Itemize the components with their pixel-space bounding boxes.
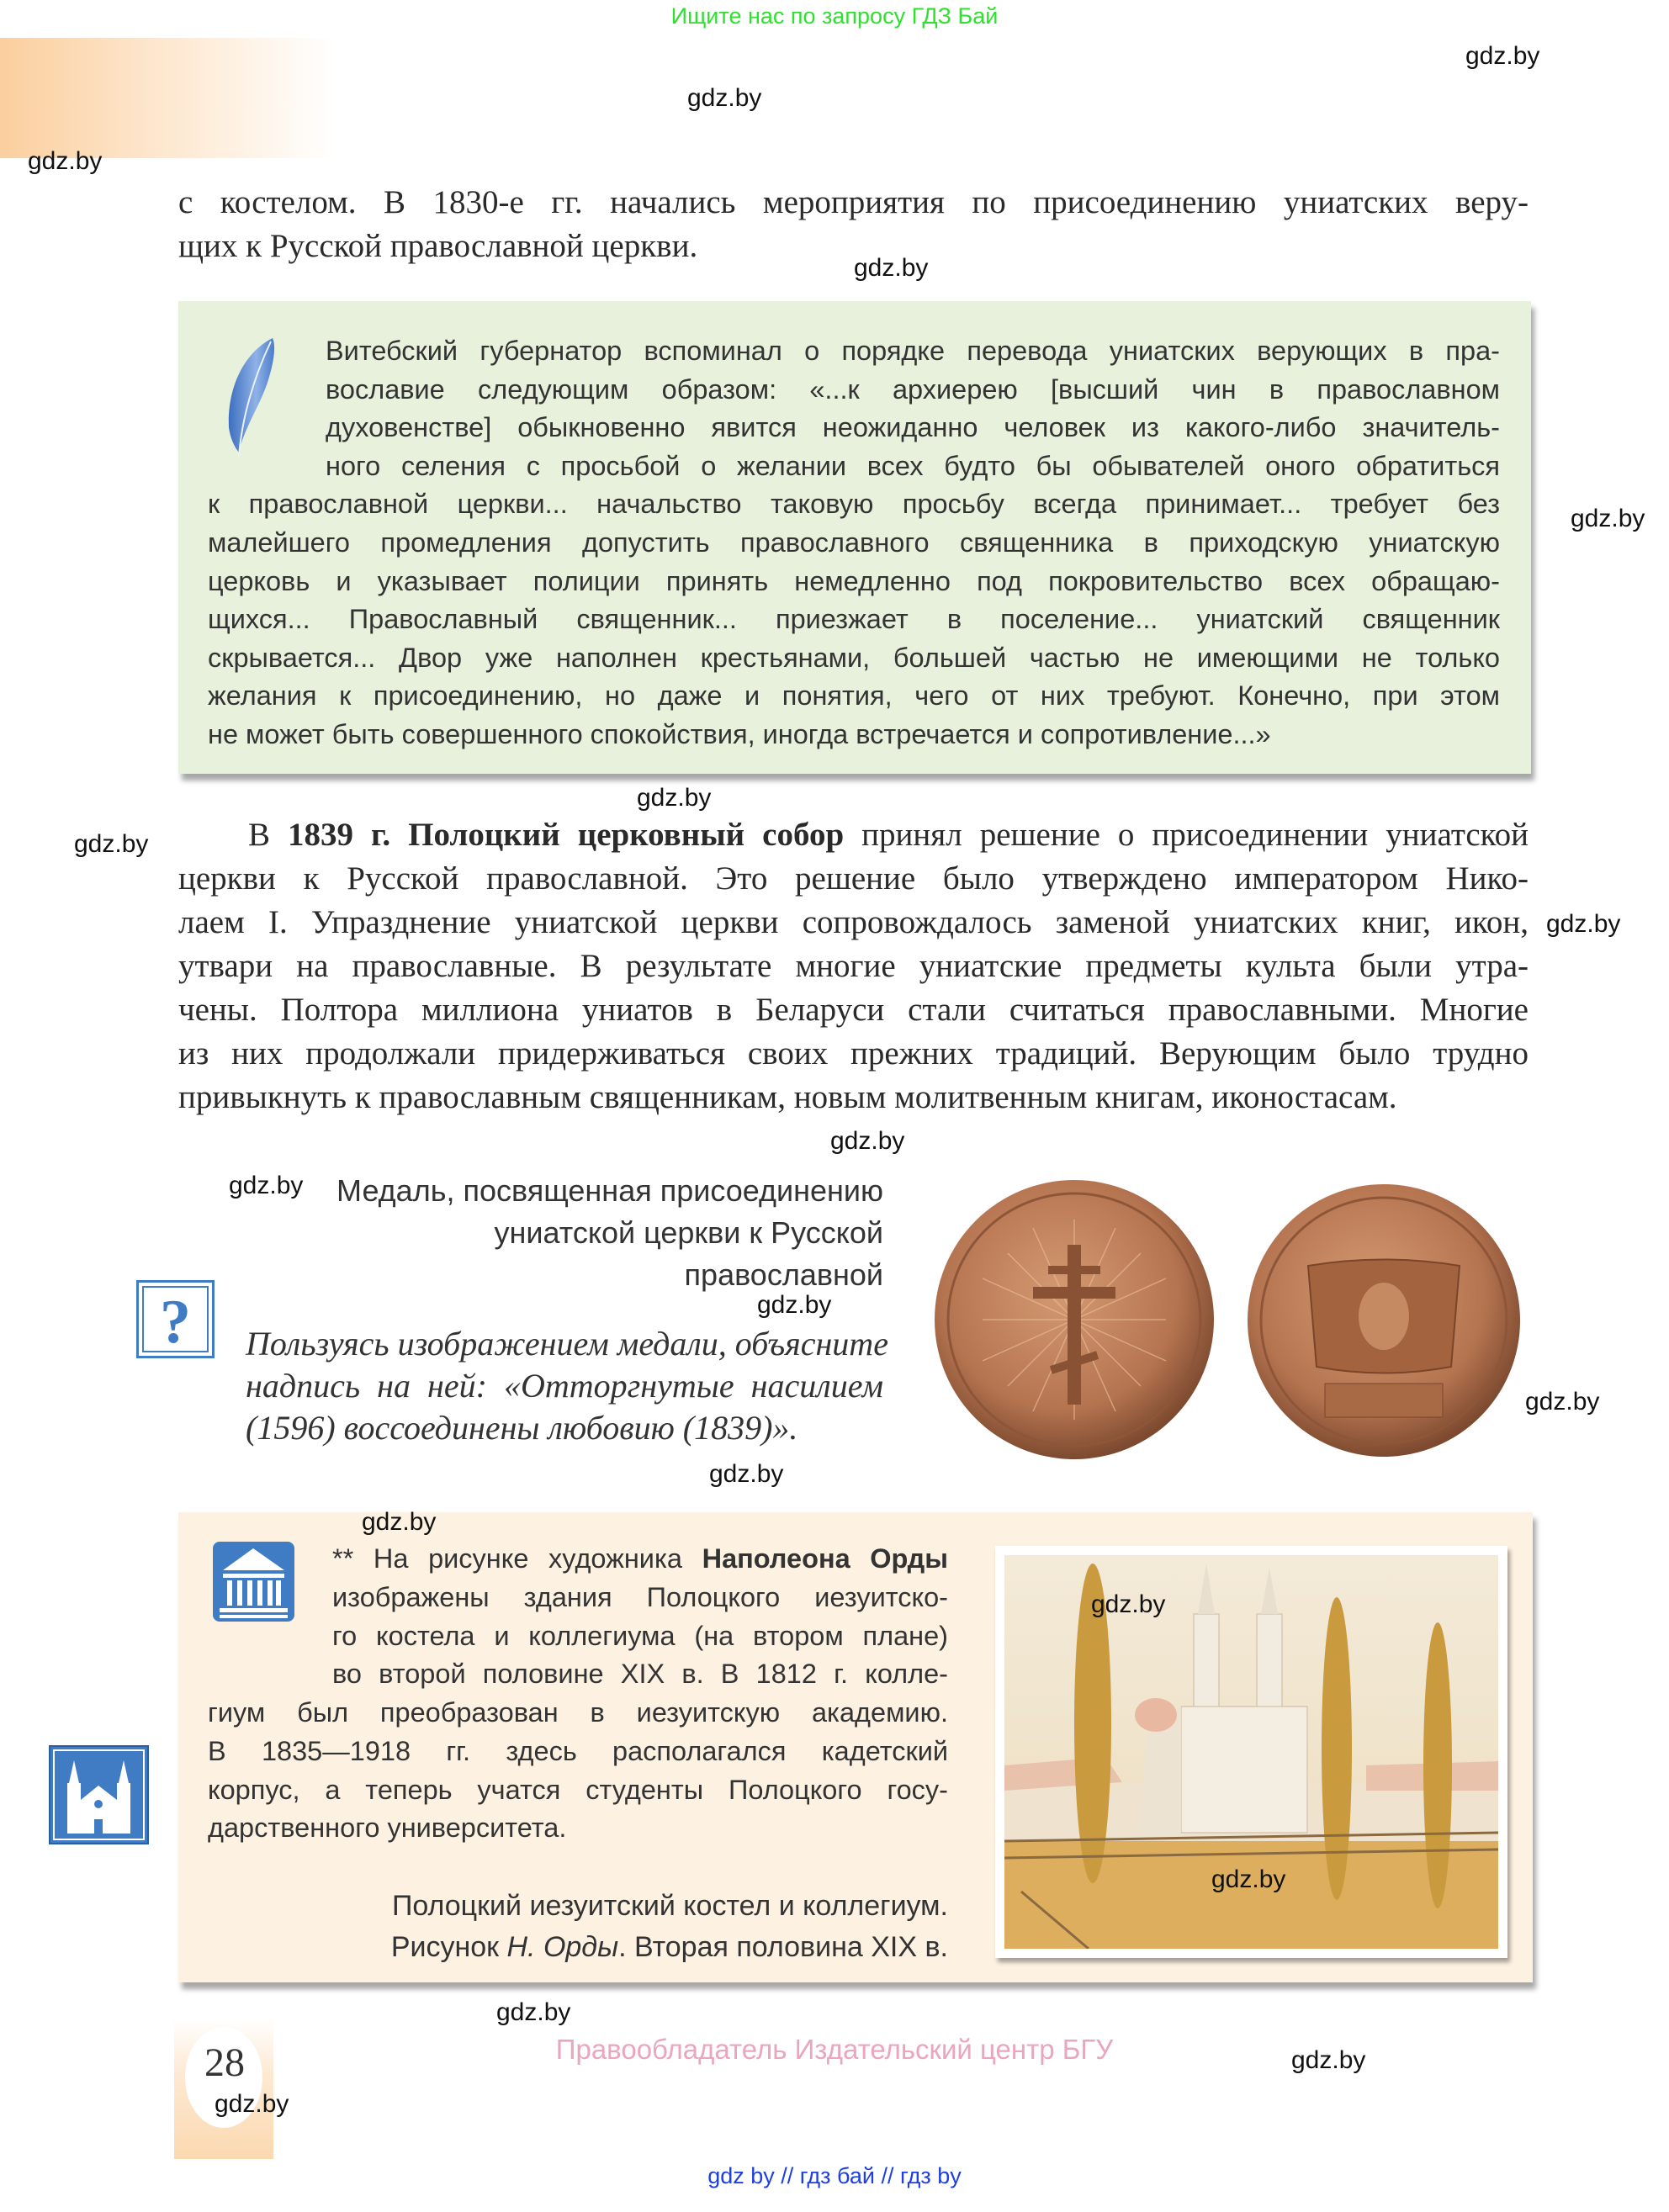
watermark-text: gdz.by xyxy=(362,1508,437,1536)
quote-line: вославие следующим образом: «...к архиерею [высший чин в православном xyxy=(326,373,1500,405)
text-line: из них продолжали придерживаться своих прежних традиций. Верующим было трудно xyxy=(178,1035,1529,1072)
info-line xyxy=(332,1543,948,1574)
quote-line: к православной церкви... начальство таковую просьбу всегда принимает... требует без xyxy=(208,489,1500,520)
info-line: корпус, а теперь учатся студенты Полоцкого госу- xyxy=(208,1774,948,1805)
painting-caption-line: Полоцкий иезуитский костел и коллегиум. xyxy=(391,1890,948,1922)
task-line: надпись на ней: «Отторгнутые насилием xyxy=(246,1367,883,1405)
feather-icon xyxy=(220,335,279,459)
question-icon xyxy=(136,1280,215,1358)
watermark-text: gdz.by xyxy=(28,147,103,175)
watermark-text: gdz.by xyxy=(74,830,149,858)
quote-line: щихся... Православный священник... приезжает в поселение... униатский священник xyxy=(208,604,1500,635)
watermark-text: gdz.by xyxy=(1571,505,1645,532)
watermark-text: gdz.by xyxy=(830,1127,905,1155)
quote-line: церковь и указывает полиции принять немедленно под покровительство всех обращаю- xyxy=(208,565,1500,596)
caption-line: униатской церкви к Русской xyxy=(494,1215,883,1250)
question-mark: ? xyxy=(160,1288,191,1357)
quote-line: духовенстве] обыкновенно явится неожиданно человек из какого-либо значитель- xyxy=(326,412,1500,443)
info-line: го костела и коллегиума (на втором плане) xyxy=(332,1620,948,1651)
caption-line: православной xyxy=(684,1257,883,1292)
watermark-text: gdz.by xyxy=(637,784,712,812)
watermark-text: gdz.by xyxy=(215,2090,289,2118)
text: принял решение о присоединении униатской xyxy=(844,817,1529,853)
text-line: утвари на православные. В результате многие униатские предметы культа были утра- xyxy=(178,948,1529,984)
info-line: В 1835—1918 гг. здесь располагался кадетский xyxy=(208,1735,948,1766)
info-line: изображены здания Полоцкого иезуитско- xyxy=(332,1582,948,1612)
watermark-text: gdz.by xyxy=(854,254,929,282)
painting-frame xyxy=(995,1546,1507,1958)
church-icon xyxy=(49,1745,149,1844)
text-line: церкви к Русской православной. Это решение было утверждено императором Нико- xyxy=(178,860,1529,897)
quote-line: малейшего промедления допустить православного священника в приходскую униатскую xyxy=(208,527,1500,558)
top-search-banner: Ищите нас по запросу ГДЗ Бай xyxy=(670,3,999,29)
medal-obverse-image xyxy=(932,1177,1216,1462)
info-line: гиум был преобразован в иезуитскую академию. xyxy=(208,1697,948,1728)
bold-term: 1839 г. Полоцкий церковный собор xyxy=(288,817,845,853)
watermark-text: gdz.by xyxy=(1091,1590,1166,1618)
text-line: привыкнуть к православным священникам, новым молитвенным книгам, иконостасам. xyxy=(178,1079,1397,1115)
artist-name: Наполеона Орды xyxy=(702,1543,948,1574)
page-number: 28 xyxy=(204,2040,245,2085)
painting-caption-line xyxy=(391,1931,948,1964)
watermark-text: gdz.by xyxy=(1291,2046,1366,2074)
copyright-notice: Правообладатель Издательский центр БГУ xyxy=(555,2034,1114,2065)
quote-line: желания к присоединению, но даже и понятия, чего от них требуют. Конечно, при этом xyxy=(208,680,1500,712)
watermark-text: gdz.by xyxy=(229,1172,304,1199)
text-line: щих к Русской православной церкви. xyxy=(178,228,698,264)
quote-line: Витебский губернатор вспоминал о порядке перевода униатских верующих в пра- xyxy=(326,336,1500,366)
info-line: во второй половине XIX в. В 1812 г. колле- xyxy=(332,1659,948,1690)
text-line: с костелом. В 1830-е гг. начались мероприятия по присоединению униатских веру- xyxy=(178,184,1529,220)
text-line xyxy=(248,816,1529,854)
watermark-text: gdz.by xyxy=(1465,42,1540,70)
caption-line: Медаль, посвященная присоединению xyxy=(336,1173,883,1208)
watermark-text: gdz.by xyxy=(709,1460,784,1488)
watermark-text: gdz.by xyxy=(1525,1388,1600,1416)
watermark-text: gdz.by xyxy=(687,84,762,112)
info-line: дарственного университета. xyxy=(208,1812,567,1844)
quote-line: скрывается... Двор уже наполнен крестьянами, большей частью не имеющими не только xyxy=(208,642,1500,673)
quote-line: не может быть совершенного спокойствия, иногда встречается и сопротивление...» xyxy=(208,719,1271,749)
quote-line: ного селения с просьбой о желании всех будто бы обывателей оного обратиться xyxy=(326,450,1500,481)
watermark-text: gdz.by xyxy=(1546,910,1621,938)
museum-icon xyxy=(213,1542,294,1622)
text: . Вторая половина XIX в. xyxy=(618,1931,948,1963)
watermark-text: gdz.by xyxy=(496,1998,571,2026)
page-corner-decoration xyxy=(0,38,336,158)
watermark-text: gdz.by xyxy=(757,1291,832,1319)
text: В xyxy=(248,817,289,853)
text-line: чены. Полтора миллиона униатов в Беларуси стали считаться православными. Многие xyxy=(178,992,1529,1028)
text: ** На рисунке художника xyxy=(332,1543,702,1574)
text-line: лаем I. Упразднение униатской церкви сопровождалось заменой униатских книг, икон, xyxy=(178,904,1529,940)
watermark-text: gdz.by xyxy=(1211,1865,1286,1893)
task-line: (1596) воссоединены любовию (1839)». xyxy=(246,1409,798,1447)
task-line: Пользуясь изображением медали, объясните xyxy=(246,1325,888,1363)
medal-reverse-image xyxy=(1245,1182,1523,1459)
text: Рисунок xyxy=(390,1931,507,1963)
bottom-site-links[interactable]: gdz by // гдз бай // гдз by xyxy=(707,2163,962,2188)
artist-name: Н. Орды xyxy=(506,1931,619,1963)
